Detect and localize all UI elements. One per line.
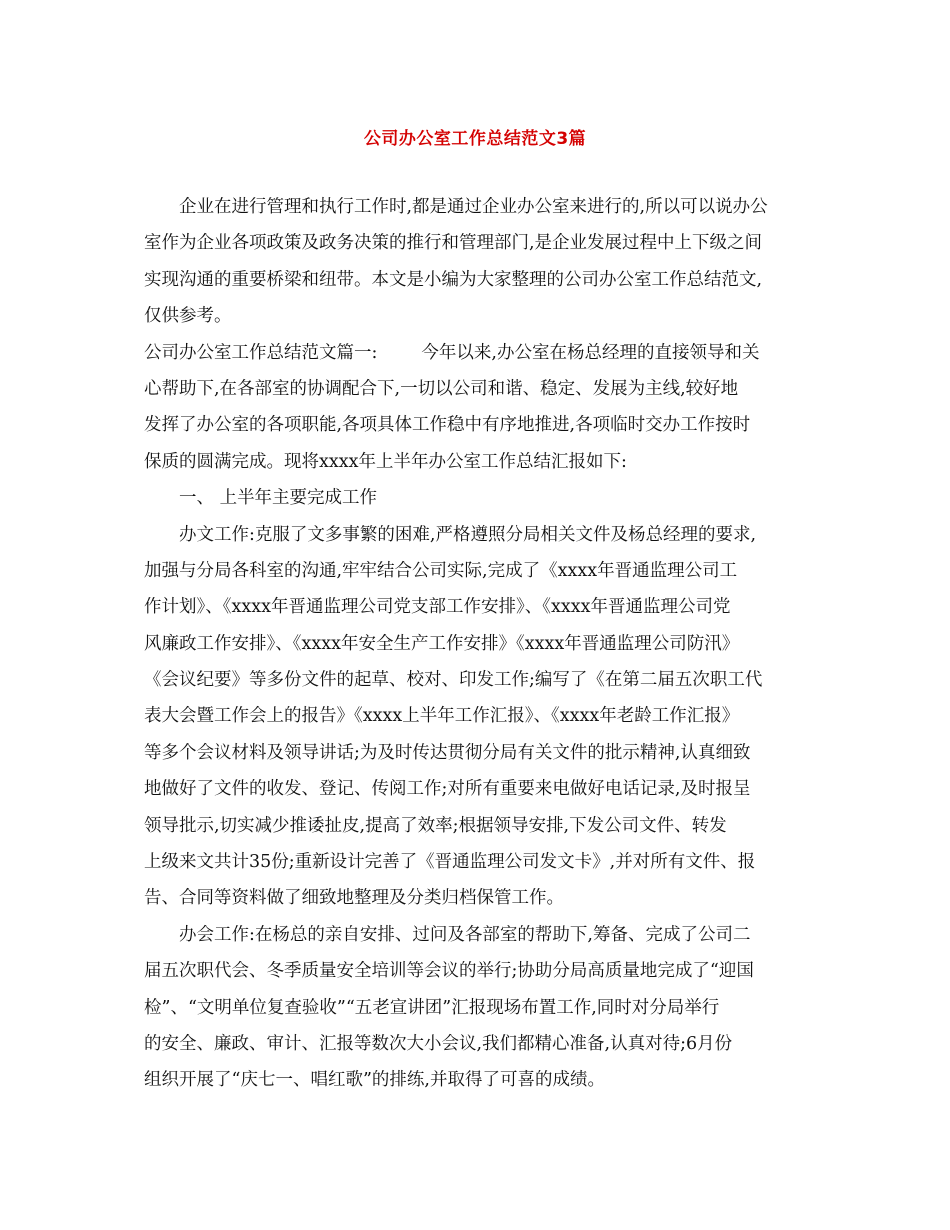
office-docs-line: 加强与分局各科室的沟通,牢牢结合公司实际,完成了《xxxx年晋通监理公司工 — [144, 560, 738, 581]
article-line: 心帮助下,在各部室的协调配合下,一切以公司和谐、稳定、发展为主线,较好地 — [144, 378, 739, 399]
office-docs-line: 表大会暨工作会上的报告》《xxxx上半年工作汇报》、《xxxx年老龄工作汇报》 — [144, 706, 740, 727]
article-first-line — [144, 342, 824, 378]
office-docs-line: 上级来文共计35份;重新设计完善了《晋通监理公司发文卡》,并对所有文件、报 — [144, 852, 756, 873]
intro-line: 仅供参考。 — [144, 306, 232, 327]
document-title: 公司办公室工作总结范文3篇 — [363, 129, 587, 149]
article-opening-text: 今年以来,办公室在杨总经理的直接领导和关 — [421, 342, 760, 363]
intro-line: 实现沟通的重要桥梁和纽带。本文是小编为大家整理的公司办公室工作总结范文, — [144, 269, 763, 290]
article-label: 公司办公室工作总结范文篇一: — [144, 342, 378, 363]
meetings-line: 届五次职代会、冬季质量安全培训等会议的举行;协助分局高质量地完成了“迎国 — [144, 961, 754, 982]
intro-line: 企业在进行管理和执行工作时,都是通过企业办公室来进行的,所以可以说办公 — [179, 197, 768, 217]
office-docs-line: 告、合同等资料做了细致地整理及分类归档保管工作。 — [144, 888, 564, 909]
document-body — [144, 196, 824, 1106]
meetings-line: 组织开展了“庆七一、唱红歌”的排练,并取得了可喜的成绩。 — [144, 1070, 605, 1091]
office-docs-line: 《会议纪要》等多份文件的起草、校对、印发工作;编写了《在第二届五次职工代 — [144, 670, 763, 691]
intro-line: 室作为企业各项政策及政务决策的推行和管理部门,是企业发展过程中上下级之间 — [144, 233, 763, 254]
office-docs-line: 风廉政工作安排》、《xxxx年安全生产工作安排》《xxxx年晋通监理公司防汛》 — [144, 633, 740, 654]
office-docs-line: 领导批示,切实减少推诿扯皮,提高了效率;根据领导安排,下发公司文件、转发 — [144, 815, 727, 836]
article-line: 保质的圆满完成。现将xxxx年上半年办公室工作总结汇报如下: — [144, 451, 627, 472]
meetings-line: 检”、“文明单位复查验收”“五老宣讲团”汇报现场布置工作,同时对分局举行 — [144, 997, 720, 1018]
article-line: 发挥了办公室的各项职能,各项具体工作稳中有序地推进,各项临时交办工作按时 — [144, 415, 751, 436]
office-docs-line: 等多个会议材料及领导讲话;为及时传达贯彻分局有关文件的批示精神,认真细致 — [144, 742, 751, 763]
office-docs-line: 作计划》、《xxxx年晋通监理公司党支部工作安排》、《xxxx年晋通监理公司党 — [144, 597, 731, 618]
section-heading: 一、 上半年主要完成工作 — [179, 488, 378, 509]
office-docs-line: 办文工作:克服了文多事繁的困难,严格遵照分局相关文件及杨总经理的要求, — [179, 524, 757, 545]
meetings-line: 办会工作:在杨总的亲自安排、过问及各部室的帮助下,筹备、完成了公司二 — [179, 924, 751, 945]
office-docs-line: 地做好了文件的收发、登记、传阅工作;对所有重要来电做好电话记录,及时报呈 — [144, 779, 751, 800]
meetings-line: 的安全、廉政、审计、汇报等数次大小会议,我们都精心准备,认真对待;6月份 — [144, 1033, 733, 1054]
